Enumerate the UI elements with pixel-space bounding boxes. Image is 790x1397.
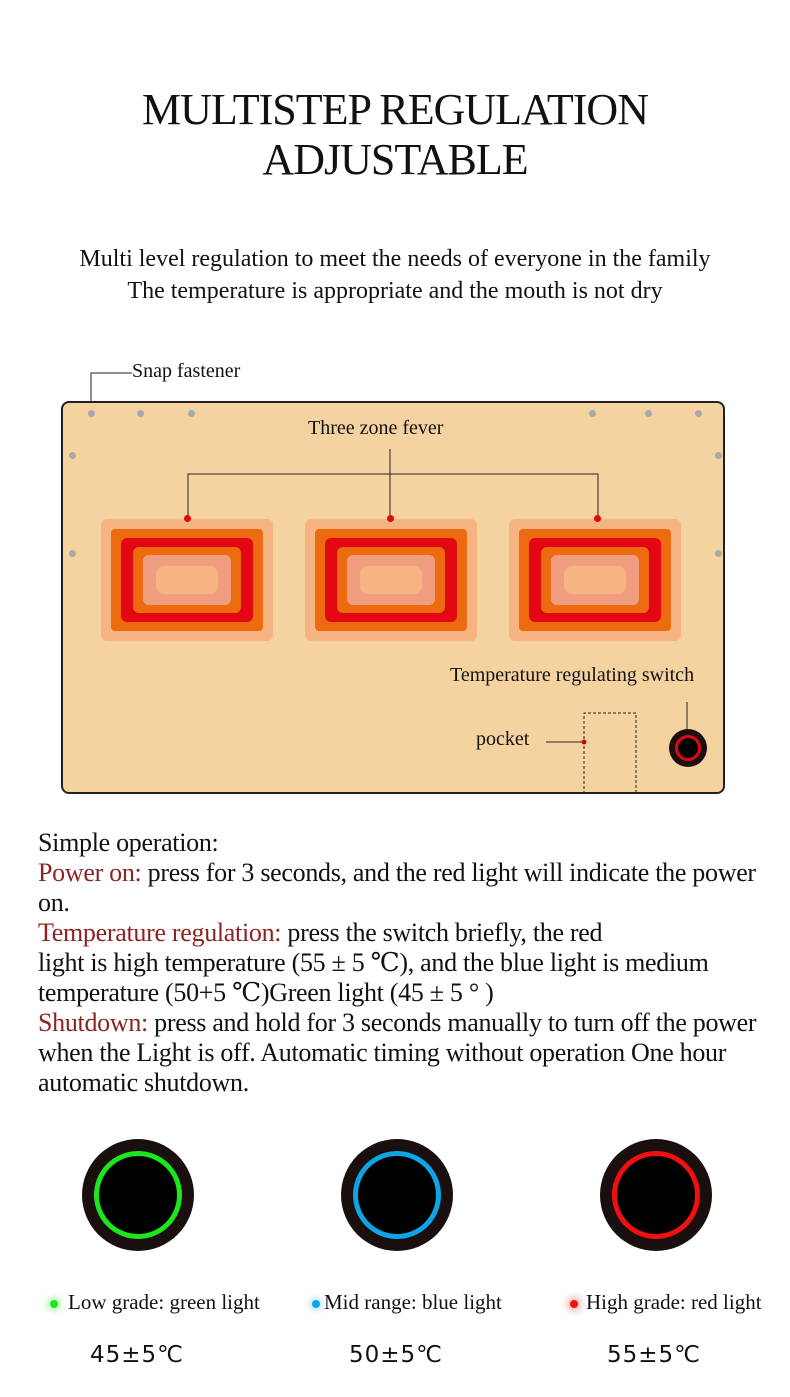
green-light-indicator <box>82 1139 194 1251</box>
snap-dot <box>88 410 95 417</box>
temp-text-2: light is high temperature (55 ± 5 ℃), and the blue light is medium temperature (50+5 ℃)Green light (45 ± 5 ° ) <box>38 948 709 1007</box>
power-switch-ring <box>675 735 701 761</box>
shutdown-key: Shutdown: <box>38 1008 148 1037</box>
temp-switch-label: Temperature regulating switch <box>450 664 695 686</box>
snap-dot <box>589 410 596 417</box>
zone-marker <box>594 515 601 522</box>
red-dot-icon <box>570 1300 578 1308</box>
temp-instruction <box>38 918 768 1008</box>
zone-marker <box>387 515 394 522</box>
snap-dot <box>645 410 652 417</box>
snap-dot <box>715 550 722 557</box>
green-dot-icon <box>50 1300 58 1308</box>
shutdown-text: press and hold for 3 seconds manually to turn off the power when the Light is off. Automatic timing without operation One hour automatic shutdown. <box>38 1008 757 1097</box>
title-line-2: ADJUSTABLE <box>262 135 528 184</box>
blue-light-indicator <box>341 1139 453 1251</box>
temp-key: Temperature regulation: <box>38 918 282 947</box>
power-on-instruction <box>38 858 768 918</box>
temp-low: 45±5℃ <box>90 1342 185 1368</box>
legend-red <box>570 1290 762 1315</box>
three-zone-label: Three zone fever <box>308 417 444 439</box>
snap-dot <box>137 410 144 417</box>
operation-title: Simple operation: <box>38 828 219 857</box>
snap-dot <box>695 410 702 417</box>
heat-zone-right <box>509 519 681 641</box>
red-light-indicator <box>600 1139 712 1251</box>
snap-fastener-label: Snap fastener <box>132 360 241 382</box>
subtitle <box>0 243 790 307</box>
legend-blue <box>312 1290 502 1315</box>
zone-connector <box>180 445 610 525</box>
page-title <box>0 85 790 185</box>
snap-dot <box>715 452 722 459</box>
heat-zone-left <box>101 519 273 641</box>
blue-ring <box>353 1151 441 1239</box>
subtitle-line-1: Multi level regulation to meet the needs of everyone in the family <box>79 246 711 272</box>
snap-dot <box>69 452 76 459</box>
legend-green <box>50 1290 260 1315</box>
subtitle-line-2: The temperature is appropriate and the mouth is not dry <box>127 278 663 304</box>
legend-green-label: Low grade: green light <box>68 1290 260 1314</box>
operation-instructions <box>38 828 768 1098</box>
power-on-text: press for 3 seconds, and the red light will indicate the power on. <box>38 858 756 917</box>
shutdown-instruction <box>38 1008 768 1098</box>
pocket-label: pocket <box>476 728 530 750</box>
heat-zone-center <box>305 519 477 641</box>
temp-mid: 50±5℃ <box>349 1342 444 1368</box>
legend-blue-label: Mid range: blue light <box>324 1290 502 1314</box>
legend-red-label: High grade: red light <box>586 1290 762 1314</box>
power-switch[interactable] <box>669 729 707 767</box>
red-ring <box>612 1151 700 1239</box>
temp-high: 55±5℃ <box>607 1342 702 1368</box>
power-on-key: Power on: <box>38 858 142 887</box>
title-line-1: MULTISTEP REGULATION <box>142 85 648 134</box>
temp-text-1: press the switch briefly, the red <box>281 918 603 947</box>
pocket-outline <box>540 705 650 797</box>
snap-dot <box>69 550 76 557</box>
blue-dot-icon <box>312 1300 320 1308</box>
green-ring <box>94 1151 182 1239</box>
zone-marker <box>184 515 191 522</box>
snap-dot <box>188 410 195 417</box>
